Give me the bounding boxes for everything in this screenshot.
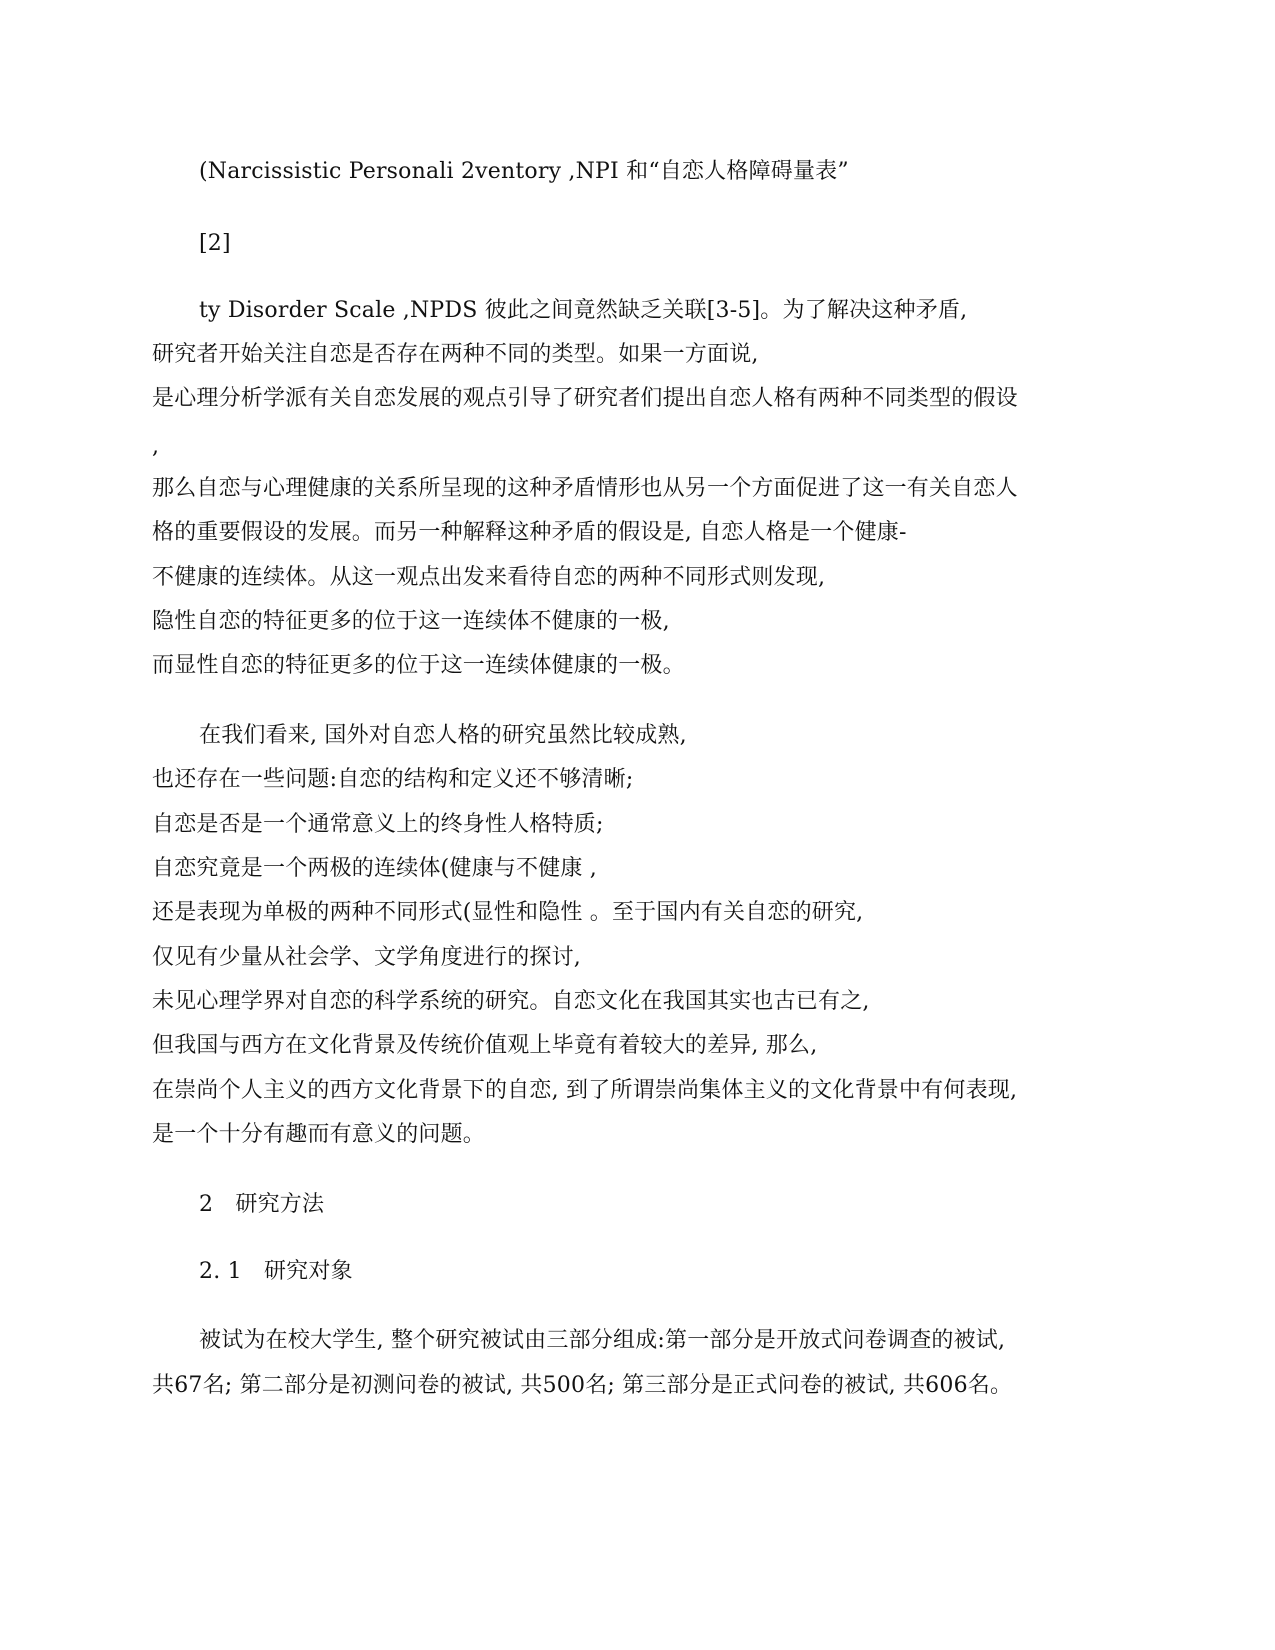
text-line: (Narcissistic Personali 2ventory ,NPI 和“自恋人格障碍量表” [199, 159, 849, 184]
subsection-heading: 2. 1 研究对象 [199, 1259, 353, 1284]
section-heading: 2 研究方法 [199, 1192, 325, 1217]
text-line: 是心理分析学派有关自恋发展的观点引导了研究者们提出自恋人格有两种不同类型的假设 [152, 386, 1018, 411]
text-line: 格的重要假设的发展。而另一种解释这种矛盾的假设是, 自恋人格是一个健康- [152, 520, 907, 545]
citation-marker: [2] [199, 231, 231, 256]
text-line: 也还存在一些问题:自恋的结构和定义还不够清晰; [152, 767, 634, 792]
text-line: 隐性自恋的特征更多的位于这一连续体不健康的一极, [152, 609, 670, 634]
text-line: 研究者开始关注自恋是否存在两种不同的类型。如果一方面说, [152, 342, 759, 367]
text-line: 还是表现为单极的两种不同形式(显性和隐性 。至于国内有关自恋的研究, [152, 900, 864, 925]
text-line: 在崇尚个人主义的西方文化背景下的自恋, 到了所谓崇尚集体主义的文化背景中有何表现, [152, 1078, 1018, 1103]
text-line: 仅见有少量从社会学、文学角度进行的探讨, [152, 945, 581, 970]
text-line: 但我国与西方在文化背景及传统价值观上毕竟有着较大的差异, 那么, [152, 1033, 818, 1058]
text-line: 而显性自恋的特征更多的位于这一连续体健康的一极。 [152, 653, 685, 678]
text-line: 被试为在校大学生, 整个研究被试由三部分组成:第一部分是开放式问卷调查的被试, [199, 1328, 1006, 1353]
text-line: ty Disorder Scale ,NPDS 彼此之间竟然缺乏关联[3-5]。为了解决这种矛盾, [199, 298, 968, 323]
text-line: 是一个十分有趣而有意义的问题。 [152, 1122, 486, 1147]
text-line: 自恋究竟是一个两极的连续体(健康与不健康 , [152, 856, 597, 881]
text-line: 自恋是否是一个通常意义上的终身性人格特质; [152, 812, 604, 837]
text-line: 未见心理学界对自恋的科学系统的研究。自恋文化在我国其实也古已有之, [152, 989, 870, 1014]
text-line: 共67名; 第二部分是初测问卷的被试, 共500名; 第三部分是正式问卷的被试, 共606名。 [152, 1373, 1013, 1398]
text-line: 那么自恋与心理健康的关系所呈现的这种矛盾情形也从另一个方面促进了这一有关自恋人 [152, 476, 1018, 501]
text-line: , [152, 434, 160, 459]
text-line: 在我们看来, 国外对自恋人格的研究虽然比较成熟, [199, 723, 687, 748]
text-line: 不健康的连续体。从这一观点出发来看待自恋的两种不同形式则发现, [152, 565, 826, 590]
